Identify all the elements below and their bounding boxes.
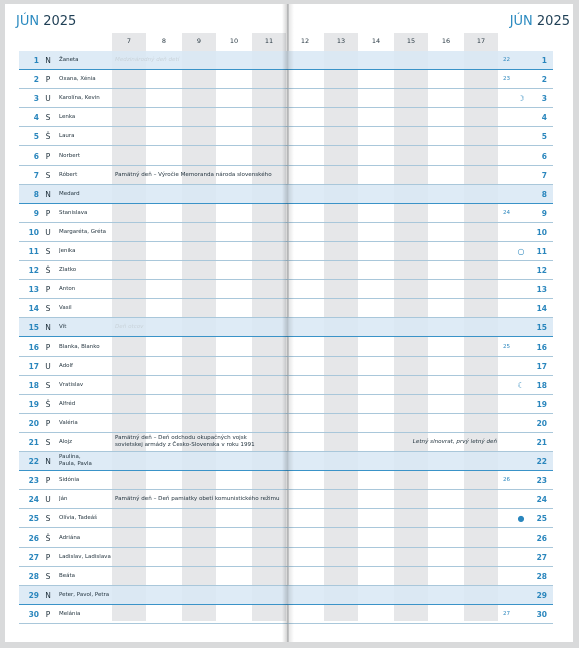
nameday: Anton — [59, 286, 76, 293]
day-number: 15 — [28, 323, 39, 333]
day-number-right: 28 — [536, 571, 547, 581]
day-row[interactable] — [19, 452, 553, 471]
hour-column-header: 9 — [196, 37, 202, 45]
weekday-letter: N — [45, 189, 51, 199]
day-number: 3 — [33, 94, 39, 104]
day-number: 29 — [28, 590, 39, 600]
day-number: 12 — [28, 266, 39, 276]
day-number: 17 — [28, 361, 39, 371]
day-number-right: 18 — [536, 380, 547, 390]
day-row[interactable] — [19, 509, 553, 528]
day-row[interactable] — [19, 280, 553, 299]
hour-column-header: 17 — [476, 37, 486, 45]
nameday: Medard — [59, 190, 80, 197]
day-number-right: 3 — [541, 94, 547, 104]
day-number-right: 25 — [536, 514, 547, 524]
weekday-letter: Š — [45, 399, 51, 409]
day-row[interactable] — [19, 490, 553, 509]
season-note: Letný slnovrat, prvý letný deň — [412, 439, 497, 445]
nameday: Melánia — [59, 610, 81, 617]
hour-column-header: 14 — [371, 37, 381, 45]
nameday: Ladislav, Ladislava — [59, 553, 111, 560]
day-row[interactable] — [19, 433, 553, 452]
weekday-letter: N — [45, 56, 51, 65]
day-number: 7 — [33, 170, 39, 180]
month-title-right — [510, 14, 570, 29]
day-number: 27 — [28, 552, 39, 562]
nameday: Alfréd — [59, 400, 76, 407]
day-row[interactable] — [19, 185, 553, 204]
day-number: 14 — [28, 304, 39, 314]
weekday-letter: S — [45, 380, 51, 390]
hour-column-header: 13 — [336, 37, 346, 45]
day-note: Medzinárodný deň detí — [115, 57, 180, 63]
day-number-right: 24 — [536, 495, 547, 505]
day-number: 5 — [33, 132, 39, 142]
day-number: 1 — [33, 56, 39, 65]
day-number-right: 8 — [541, 189, 547, 199]
weekday-letter: U — [45, 94, 51, 104]
day-number-right: 5 — [541, 132, 547, 142]
weekday-letter: P — [45, 151, 51, 161]
day-number: 26 — [28, 533, 39, 543]
day-number-right: 19 — [536, 399, 547, 409]
nameday: Olívia, Tadeáš — [59, 515, 97, 522]
day-number: 13 — [28, 285, 39, 295]
nameday: Laura — [59, 133, 75, 140]
day-row[interactable] — [19, 127, 553, 146]
week-number: 26 — [503, 477, 511, 484]
hour-column-header: 7 — [126, 37, 132, 45]
weekday-letter: S — [45, 571, 51, 581]
weekday-letter: S — [45, 304, 51, 314]
day-number: 8 — [33, 189, 39, 199]
day-row[interactable] — [19, 242, 553, 261]
nameday: Beáta — [59, 572, 76, 579]
weekday-letter: S — [45, 113, 51, 123]
nameday: Valéria — [59, 419, 78, 426]
hour-column-header: 16 — [441, 37, 451, 45]
weekday-letter: P — [45, 285, 51, 295]
day-number-right: 20 — [536, 418, 547, 428]
day-row[interactable] — [19, 338, 553, 357]
day-row[interactable] — [19, 51, 553, 70]
nameday: Lenka — [59, 114, 76, 121]
day-number: 18 — [28, 380, 39, 390]
weekday-letter: N — [45, 457, 51, 467]
day-row[interactable] — [19, 261, 553, 280]
day-row[interactable] — [19, 548, 553, 567]
weekday-letter: S — [45, 170, 51, 180]
hour-column-header: 11 — [264, 37, 274, 45]
month-title-left — [16, 14, 76, 29]
nameday: Adriána — [59, 534, 81, 541]
day-row[interactable] — [19, 376, 553, 395]
day-number-right: 7 — [541, 170, 547, 180]
nameday: Ján — [59, 496, 68, 503]
day-number-right: 17 — [536, 361, 547, 371]
day-number-right: 21 — [536, 438, 547, 447]
day-note-line: Pamätný deň – Deň odchodu okupačných vojsk — [115, 435, 247, 441]
day-row[interactable] — [19, 70, 553, 89]
day-row[interactable] — [19, 166, 553, 185]
month-label: JÚN — [16, 14, 40, 29]
day-number-right: 4 — [541, 113, 547, 123]
day-number: 25 — [28, 514, 39, 524]
nameday: Blanka, Blanko — [59, 343, 100, 350]
moon-phase-icon: ☽ — [517, 94, 525, 104]
day-number-right: 23 — [536, 476, 547, 486]
day-note-line: sovietskej armády z Česko-Slovenska v roku 1991 — [115, 442, 255, 448]
nameday: Jenika — [59, 248, 76, 254]
nameday: Zlatko — [59, 267, 77, 274]
week-number: 22 — [503, 57, 511, 63]
hour-column-header: 8 — [161, 37, 167, 45]
hour-column-header: 15 — [406, 37, 416, 45]
nameday: Adolf — [59, 362, 73, 369]
day-row[interactable] — [19, 357, 553, 376]
weekday-letter: P — [45, 418, 51, 428]
nameday: Karolína, Kevin — [59, 95, 100, 102]
day-number-right: 6 — [541, 151, 547, 161]
day-number: 30 — [28, 609, 39, 619]
day-row[interactable] — [19, 414, 553, 433]
nameday: Sidónia — [59, 477, 80, 484]
day-number: 20 — [28, 418, 39, 428]
moon-phase-icon: ☾ — [517, 380, 525, 390]
weekday-letter: P — [45, 75, 51, 85]
day-number-right: 11 — [536, 247, 547, 256]
weekday-letter: Š — [45, 533, 51, 543]
day-number-right: 30 — [536, 609, 547, 619]
moon-phase-icon: ○ — [517, 247, 525, 256]
week-number: 23 — [503, 76, 511, 83]
day-number: 22 — [28, 457, 39, 467]
day-row[interactable] — [19, 395, 553, 414]
weekday-letter: S — [45, 247, 51, 256]
weekday-letter: U — [45, 361, 51, 371]
month-label: JÚN — [509, 14, 533, 29]
day-number: 23 — [28, 476, 39, 486]
day-number: 11 — [28, 247, 39, 256]
day-row[interactable] — [19, 204, 553, 223]
day-note — [115, 433, 255, 452]
weekday-letter: S — [45, 438, 51, 447]
weekday-letter: P — [45, 342, 51, 352]
weekday-letter: P — [45, 208, 51, 218]
nameday-line: Paulína, — [59, 454, 81, 461]
day-row[interactable] — [19, 471, 553, 490]
day-number: 9 — [33, 208, 39, 218]
nameday-line: Paula, Pavla — [59, 461, 92, 468]
day-number-right: 13 — [536, 285, 547, 295]
moon-phase-icon: ● — [517, 514, 525, 524]
day-number-right: 26 — [536, 533, 547, 543]
day-number-right: 27 — [536, 552, 547, 562]
day-note: Pamätný deň – Deň pamiatky obetí komunistického režimu — [115, 496, 280, 503]
nameday: Žaneta — [59, 57, 79, 63]
weekday-letter: S — [45, 514, 51, 524]
weekday-letter: P — [45, 552, 51, 562]
nameday: Róbert — [59, 171, 78, 178]
day-note: Pamätný deň – Výročie Memoranda národa slovenského — [115, 171, 272, 178]
day-number-right: 2 — [541, 75, 547, 85]
week-number: 24 — [503, 209, 511, 216]
weekday-letter: N — [45, 323, 51, 333]
day-row[interactable] — [19, 318, 553, 337]
day-number-right: 9 — [541, 208, 547, 218]
nameday: Stanislava — [59, 209, 88, 216]
day-number-right: 15 — [536, 323, 547, 333]
day-number: 4 — [33, 113, 39, 123]
week-number: 27 — [503, 610, 511, 617]
weekday-letter: Š — [45, 132, 51, 142]
day-row[interactable] — [19, 586, 553, 605]
day-number-right: 16 — [536, 342, 547, 352]
day-row[interactable] — [19, 605, 553, 624]
day-number: 16 — [28, 342, 39, 352]
day-number: 2 — [33, 75, 39, 85]
year-label: 2025 — [43, 14, 77, 29]
weekday-letter: N — [45, 590, 51, 600]
nameday: Vratislav — [59, 381, 84, 388]
nameday: Margaréta, Gréta — [59, 228, 107, 235]
weekday-letter: Š — [45, 266, 51, 276]
day-row[interactable] — [19, 223, 553, 242]
week-number: 25 — [503, 343, 511, 350]
day-number-right: 22 — [536, 457, 547, 467]
day-number-right: 29 — [536, 590, 547, 600]
day-row[interactable] — [19, 529, 553, 548]
day-note: Deň otcov — [115, 324, 144, 331]
nameday: Alojz — [59, 439, 73, 445]
hour-column-header: 12 — [300, 37, 310, 45]
nameday: Norbert — [59, 152, 81, 159]
nameday: Peter, Pavol, Petra — [59, 591, 110, 598]
day-row[interactable] — [19, 147, 553, 166]
day-number: 21 — [28, 438, 39, 447]
nameday: Vasil — [59, 305, 72, 312]
day-number: 6 — [33, 151, 39, 161]
day-row[interactable] — [19, 567, 553, 586]
nameday: Oxana, Xénia — [59, 76, 96, 83]
day-number: 10 — [28, 227, 39, 237]
day-row[interactable] — [19, 299, 553, 318]
day-number: 24 — [28, 495, 39, 505]
weekday-letter: P — [45, 476, 51, 486]
nameday — [59, 452, 115, 471]
weekday-letter: P — [45, 609, 51, 619]
weekday-letter: U — [45, 495, 51, 505]
day-number-right: 10 — [536, 227, 547, 237]
day-row[interactable] — [19, 89, 553, 108]
day-number-right: 12 — [536, 266, 547, 276]
hour-column-header: 10 — [229, 37, 239, 45]
day-number-right: 1 — [541, 56, 547, 65]
weekday-letter: U — [45, 227, 51, 237]
nameday: Vít — [59, 324, 67, 331]
year-label: 2025 — [536, 14, 570, 29]
day-row[interactable] — [19, 108, 553, 127]
day-number: 19 — [28, 399, 39, 409]
day-number-right: 14 — [536, 304, 547, 314]
day-number: 28 — [28, 571, 39, 581]
